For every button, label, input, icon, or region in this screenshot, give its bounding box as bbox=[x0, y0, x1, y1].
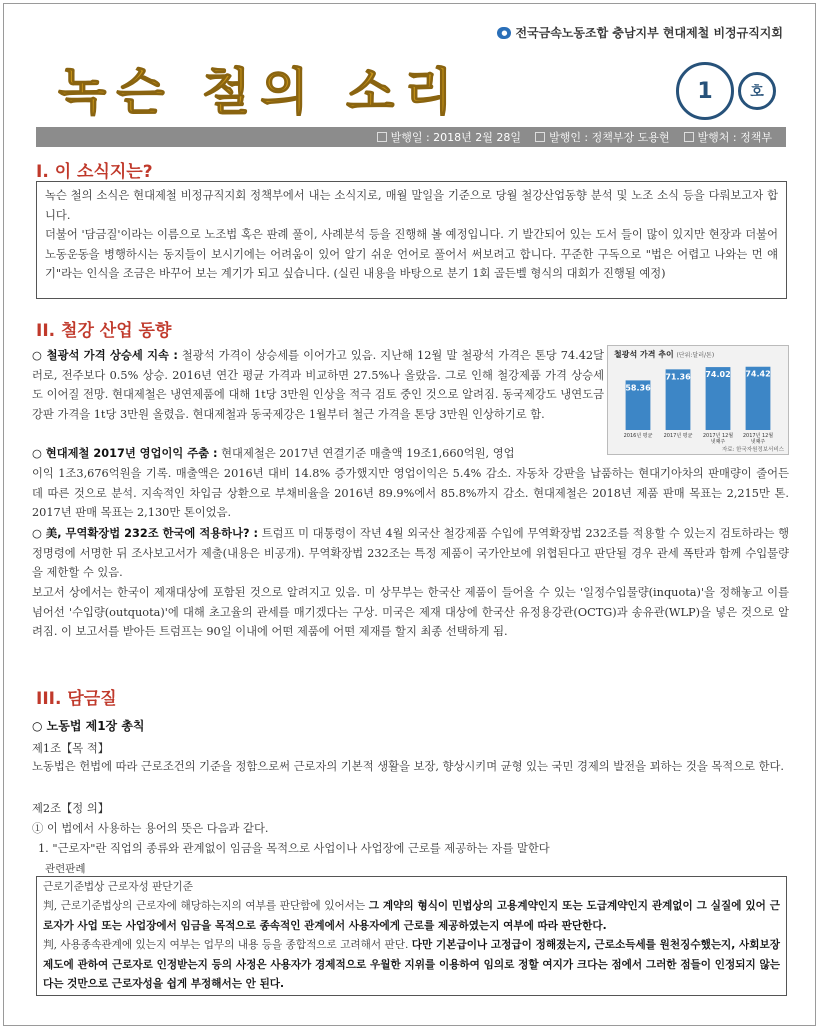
section3-heading: III. 담금질 bbox=[36, 689, 117, 709]
precedent-1-intro: 判, 근로기준법상의 근로자에 해당하는지의 여부를 판단함에 있어서는 bbox=[43, 900, 369, 913]
news-item-hyundai-wrap1 bbox=[32, 444, 604, 464]
chart-plot bbox=[608, 346, 788, 454]
chart-title-text: 철광석 가격 추이 bbox=[614, 350, 674, 359]
chart-category-label: 2017년 12월 bbox=[702, 433, 734, 439]
precedent-title: 근로기준법상 근로자성 판단기준 bbox=[43, 881, 194, 893]
intro-paragraph-1: 녹슨 철의 소식은 현대제철 비정규직지회 정책부에서 내는 소식지로, 매월 말일을 기준으로 당월 철강산업동향 분석 및 노조 소식 등을 다뤄보고자 합니다. bbox=[45, 189, 778, 222]
news-item-text: 트럼프 미 대통령이 작년 4월 외국산 철강제품 수입에 무역확장법 232조를 적용할 수 있는지 검토하라는 행정명령에 서명한 뒤 조사보고서가 제출(내용은 비공개). 무역확장법 232조는 특정 제품이 국가안보에 위협된다고 판단될 경우 관세 폭탄과 함께 수입물량을 제한할 수 있음. bbox=[32, 527, 789, 579]
issuer: 발행처 : 정책부 bbox=[697, 131, 772, 144]
newsletter-title: 녹슨 철의 소리 bbox=[58, 63, 463, 121]
iron-ore-chart bbox=[607, 345, 789, 455]
checkbox-icon bbox=[535, 132, 545, 142]
intro-box bbox=[36, 181, 787, 299]
pub-date-item bbox=[377, 129, 521, 145]
precedent-caption: 관련판례 bbox=[45, 863, 86, 875]
news-item-trade-act-detail: 보고서 상에서는 한국이 제재대상에 포함된 것으로 알려지고 있음. 미 상무부는 한국산 제품이 들어올 수 있는 '일정수입물량(inquota)'을 정해놓고 이를 넘어선 '수입량(outquota)'에 대해 초고율의 관세를 매기겠다는 구상. 미국은 제재 대상에 한국산 유정용강관(OCTG)과 송유관(WLP)을 넣은 것으로 알려짐. 이 보고서를 받아든 트럼프는 90일 이내에 어떤 제품에 어떤 제재를 할지 최종 선택하게 됨. bbox=[32, 586, 789, 638]
union-logo-icon: ● bbox=[497, 27, 511, 39]
issue-badge bbox=[676, 62, 786, 124]
checkbox-icon bbox=[684, 132, 694, 142]
organization-name bbox=[497, 24, 783, 41]
news-item-title: ○ 美, 무역확장법 232조 한국에 적용하나? : bbox=[32, 527, 259, 540]
section2-heading: II. 철강 산업 동향 bbox=[36, 321, 172, 341]
intro-paragraph-2: 더불어 '담금질'이라는 이름으로 노조법 혹은 판례 풀이, 사례분석 등을 진행해 볼 예정입니다. 기 발간되어 있는 도서 들이 많이 있지만 현장과 더불어 노동운동을 병행하시는 동지들이 보시기에는 어려움이 있어 알기 쉬운 언어로 풀어서 써보려고 합니다. 꾸준한 구독으로 "법은 어렵고 나와는 먼 얘기"라는 인식을 조금은 바꾸어 보는 계기가 되고 싶습니다. (실린 내용을 바탕으로 분기 1회 골든벨 형식의 대회가 진행될 예정) bbox=[45, 228, 778, 280]
chart-category-label: 2017년 평균 bbox=[663, 433, 693, 439]
news-item-title: ○ 철광석 가격 상승세 지속 : bbox=[32, 349, 178, 362]
issue-number-circle bbox=[676, 62, 734, 120]
chart-category-label: 넷째주 bbox=[750, 439, 766, 445]
article1-text: 노동법은 헌법에 따라 근로조건의 기준을 정함으로써 근로자의 기본적 생활을 보장, 향상시키며 균형 있는 국민 경제의 발전을 꾀하는 것을 목적으로 한다. bbox=[32, 760, 785, 773]
precedent-box bbox=[36, 876, 787, 996]
chart-value-label: 71.36 bbox=[665, 372, 691, 382]
chart-value-label: 58.36 bbox=[625, 383, 651, 393]
chart-value-label: 74.02 bbox=[705, 370, 731, 380]
publisher: 발행인 : 정책부장 도용현 bbox=[549, 131, 670, 144]
article2-item1: 1. "근로자"란 직업의 종류와 관계없이 임금을 목적으로 사업이나 사업장에 근로를 제공하는 자를 말한다 bbox=[38, 842, 550, 855]
issue-number: 1 bbox=[697, 78, 713, 104]
news-item-iron-ore bbox=[32, 346, 604, 424]
news-item-text: 철광석 가격이 상승세를 이어가고 있음. 지난해 12월 말 철광석 가격은 톤당 74.42달러로, 전주보다 0.5% 상승. 2016년 연간 평균 가격과 비교하면 27.5%나 올랐음. 그로 인해 철강제품 가격 상승세도 이어질 전망. 현대제철은 냉연제품에 대해 1t당 3만원 인상을 적극 검토 중인 것으로 알려짐. 동국제강도 냉연도금강판 가격을 1t당 3만원 올렸음. 현대제철과 동국제강은 1월부터 철근 가격을 톤당 3만원 인상하기로 함. bbox=[32, 349, 604, 421]
news-item-text: 현대제철은 2017년 연결기준 매출액 19조1,660억원, 영업 bbox=[217, 447, 515, 460]
news-item-trade-act bbox=[32, 524, 789, 583]
section1-heading: I. 이 소식지는? bbox=[36, 162, 153, 182]
chart-value-label: 74.42 bbox=[745, 369, 771, 379]
news-item-hyundai-wrap2: 이익 1조3,676억원을 기록. 매출액은 2016년 대비 14.8% 증가했지만 영업이익은 5.4% 감소. 자동차 강판을 납품하는 현대기아차의 판매량이 줄어든 데 따른 것으로 분석. 지속적인 차입금 상환으로 부채비율을 2016년 89.9%에서 85.8%까지 감소. 현대제철은 2018년 제품 판매 목표는 2,215만 톤. 2017년 판매 목표는 2,130만 톤이었음. bbox=[32, 467, 789, 519]
precedent-2-emphasis: 다만 기본급이나 고정급이 정해졌는지, 근로소득세를 원천징수했는지, 사회보장제도에 관하여 근로자로 인정받는지 등의 사정은 사용자가 경제적으로 우월한 지위를 이용하여 임의로 정할 여지가 크다는 점에서 그러한 점들이 인정되지 않는다는 것만으로 근로자성을 쉽게 부정해서는 안 된다. bbox=[43, 939, 780, 991]
article1-title: 제1조【목 적】 bbox=[32, 742, 110, 755]
chart-category-label: 2016년 평균 bbox=[623, 433, 653, 439]
labor-law-subheading: ○ 노동법 제1장 총칙 bbox=[32, 719, 145, 733]
article2-clause1: ① 이 법에서 사용하는 용어의 뜻은 다음과 같다. bbox=[32, 822, 269, 835]
chart-category-label: 2017년 12월 bbox=[742, 433, 774, 439]
precedent-1 bbox=[43, 897, 780, 936]
checkbox-icon bbox=[377, 132, 387, 142]
chart-source: 자료: 한국자원정보서비스 bbox=[721, 447, 784, 453]
article2-title: 제2조【정 의】 bbox=[32, 802, 110, 815]
precedent-2 bbox=[43, 936, 780, 994]
publisher-item bbox=[535, 129, 669, 145]
chart-category-label: 넷째주 bbox=[710, 439, 726, 445]
precedent-1-emphasis: 그 계약의 형식이 민법상의 고용계약인지 또는 도급계약인지 관계없이 그 실질에 있어 근로자가 사업 또는 사업장에서 임금을 목적으로 종속적인 관계에서 사용자에게 근로를 제공하였는지 여부에 따라 판단한다. bbox=[43, 900, 780, 932]
publication-bar bbox=[36, 127, 786, 147]
organization-label: 전국금속노동조합 충남지부 현대제철 비정규직지회 bbox=[515, 26, 783, 40]
issuer-item bbox=[684, 129, 772, 145]
issue-suffix: 호 bbox=[738, 72, 776, 110]
chart-unit: (단위:달러/톤) bbox=[676, 352, 715, 359]
precedent-2-intro: 判, 사용종속관계에 있는지 여부는 업무의 내용 등을 종합적으로 고려해서 판단. bbox=[43, 939, 412, 952]
pub-date: 발행일 : 2018년 2월 28일 bbox=[390, 131, 522, 144]
news-item-title: ○ 현대제철 2017년 영업이익 주춤 : bbox=[32, 447, 218, 460]
